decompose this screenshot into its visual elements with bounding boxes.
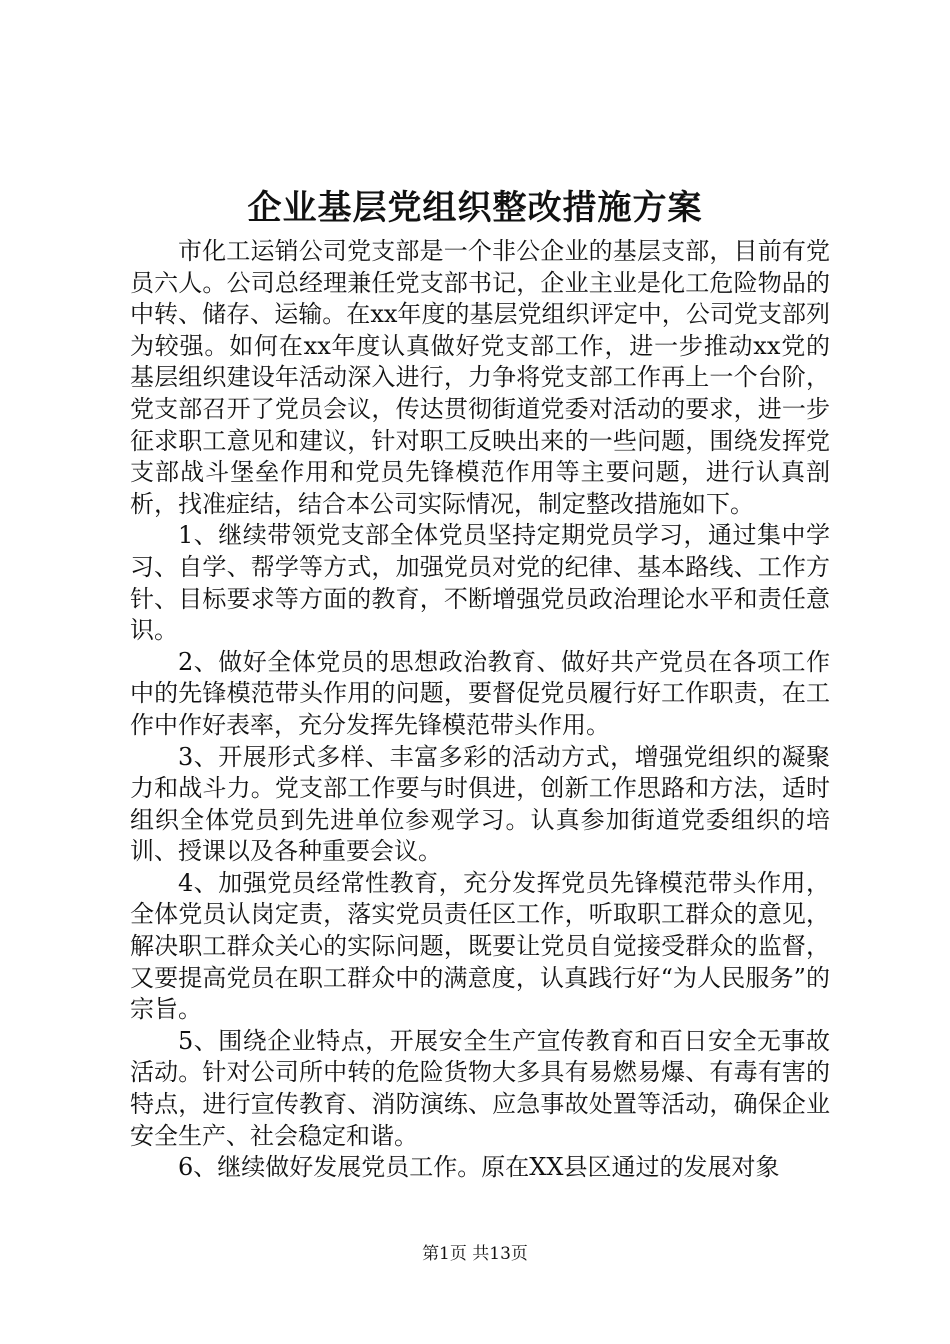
measure-paragraph-6: 6、继续做好发展党员工作。原在XX县区通过的发展对象 <box>178 1153 780 1182</box>
measure-paragraph-4: 4、加强党员经常性教育，充分发挥党员先锋模范带头作用，全体党员认岗定责，落实党员责任区工作，听取职工群众的意见，解决职工群众关心的实际问题，既要让党员自觉接受群众的监督，又要提高党员在职工群众中的满意度，认真践行好“为人民服务”的宗旨。 <box>130 868 830 1024</box>
document-body <box>130 236 830 1184</box>
measure-paragraph-1: 1、继续带领党支部全体党员坚持定期党员学习，通过集中学习、自学、帮学等方式，加强党员对党的纪律、基本路线、工作方针、目标要求等方面的教育，不断增强党员政治理论水平和责任意识。 <box>130 521 830 645</box>
measure-paragraph-2: 2、做好全体党员的思想政治教育、做好共产党员在各项工作中的先锋模范带头作用的问题，要督促党员履行好工作职责，在工作中作好表率，充分发挥先锋模范带头作用。 <box>130 647 830 739</box>
document-title: 企业基层党组织整改措施方案 <box>247 188 703 228</box>
page-number-footer: 第1页 共13页 <box>422 1244 528 1264</box>
measure-paragraph-5: 5、围绕企业特点，开展安全生产宣传教育和百日安全无事故活动。针对公司所中转的危险货物大多具有易燃易爆、有毒有害的特点，进行宣传教育、消防演练、应急事故处置等活动，确保企业安全生产、社会稳定和谐。 <box>130 1026 830 1150</box>
intro-paragraph: 市化工运销公司党支部是一个非公企业的基层支部，目前有党员六人。公司总经理兼任党支部书记，企业主业是化工危险物品的中转、储存、运输。在xx年度的基层党组织评定中，公司党支部列为较强。如何在xx年度认真做好党支部工作，进一步推动xx党的基层组织建设年活动深入进行，力争将党支部工作再上一个台阶，党支部召开了党员会议，传达贯彻街道党委对活动的要求，进一步征求职工意见和建议，针对职工反映出来的一些问题，围绕发挥党支部战斗堡垒作用和党员先锋模范作用等主要问题，进行认真剖析，找准症结，结合本公司实际情况，制定整改措施如下。 <box>130 237 830 518</box>
measure-paragraph-3: 3、开展形式多样、丰富多彩的活动方式，增强党组织的凝聚力和战斗力。党支部工作要与时俱进，创新工作思路和方法，适时组织全体党员到先进单位参观学习。认真参加街道党委组织的培训、授课以及各种重要会议。 <box>130 742 830 866</box>
